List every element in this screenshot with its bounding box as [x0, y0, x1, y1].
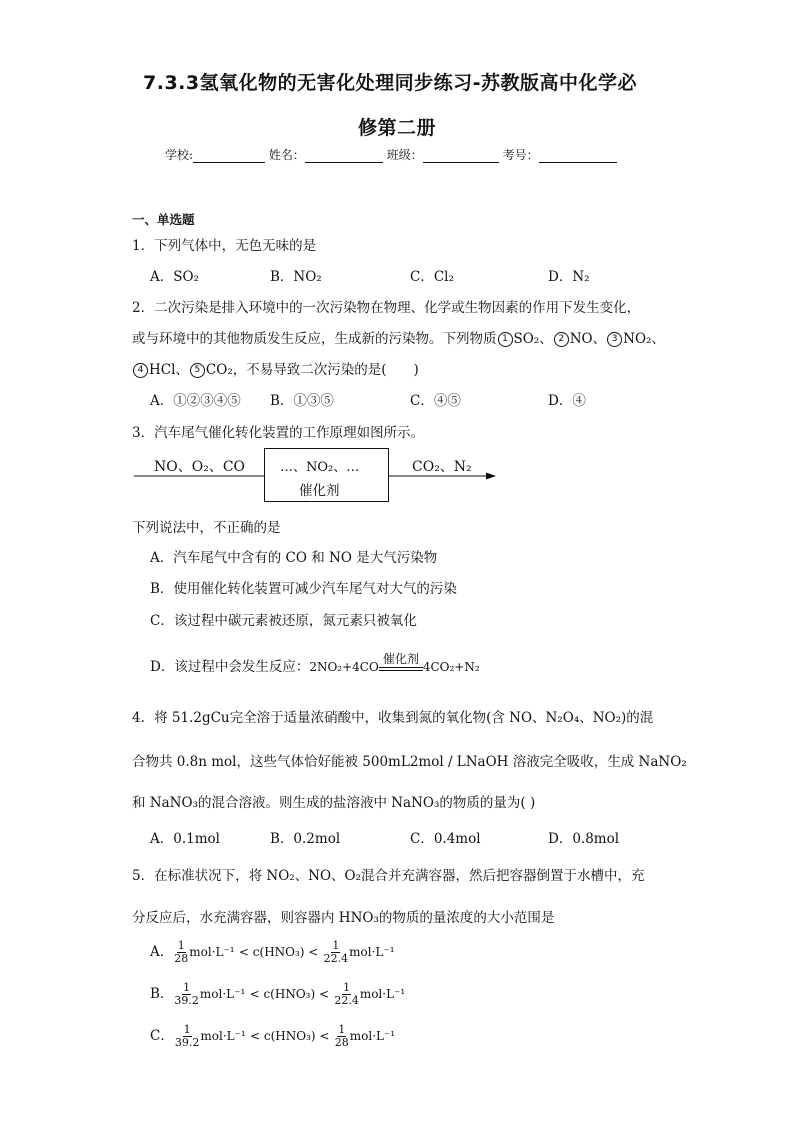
q3-option-a: A．汽车尾气中含有的 CO 和 NO 是大气污染物	[150, 550, 438, 566]
school-label: 学校:	[165, 148, 194, 162]
circled-number-4: 4	[133, 363, 148, 378]
q5-option-a	[150, 940, 395, 965]
circled-number-1: 1	[498, 332, 513, 347]
diagram-box-top: …、NO₂、…	[280, 460, 360, 475]
q3-option-b: B．使用催化转化装置可减少汽车尾气对大气的污染	[150, 581, 457, 597]
question-3-stem: 3．汽车尾气催化转化装置的工作原理如图所示。	[132, 425, 425, 441]
fraction-numerator: 1	[332, 939, 340, 952]
q1-option-d: D．N₂	[548, 269, 590, 285]
q4-option-d: D．0.8mol	[548, 831, 620, 847]
q5-option-b	[150, 982, 405, 1007]
q2-option-b-label: B．	[270, 393, 294, 409]
equation-double-line	[379, 667, 423, 671]
circled-number-3: 3	[607, 332, 622, 347]
q2-option-b	[270, 389, 334, 409]
concentration-expression: < c(HNO₃) <	[250, 1029, 330, 1043]
circled-number-5: 5	[190, 363, 205, 378]
fraction-upper	[334, 982, 359, 1007]
q2-option-a	[150, 389, 241, 409]
q2-option-a-label: A．	[150, 393, 174, 409]
circled-number-2: 2	[554, 332, 569, 347]
name-label: 姓名：	[268, 148, 305, 162]
question-4-stem-line2: 合物共 0.8n mol，这些气体恰好能被 500mL2mol / LNaOH 溶液完全吸收，生成 NaNO₂	[132, 754, 687, 770]
question-5-stem-line1: 5．在标准状况下，将 NO₂、NO、O₂混合并充满容器，然后把容器倒置于水槽中，充	[132, 868, 645, 884]
q5-option-c	[150, 1024, 395, 1049]
q2-item-4: HCl	[149, 362, 176, 378]
equation-reactants: 2NO₂+4CO	[309, 660, 379, 674]
fraction-numerator: 1	[343, 981, 351, 994]
q1-option-a: A．SO₂	[150, 269, 199, 285]
unit: mol·L⁻¹	[349, 1029, 396, 1043]
concentration-expression: < c(HNO₃) <	[249, 987, 330, 1001]
question-4-stem-line1: 4．将 51.2gCu完全溶于适量浓硝酸中，收集到氮的氧化物(含 NO、N₂O₄、NO₂)的混	[132, 710, 654, 726]
fraction-lower	[174, 982, 199, 1007]
question-1-stem: 1．下列气体中，无色无味的是	[132, 238, 317, 254]
q5-option-c-label: C．	[150, 1028, 174, 1044]
fraction-numerator: 1	[183, 1023, 191, 1036]
unit: mol·L⁻¹	[189, 945, 235, 959]
fraction-denominator: 39.2	[174, 994, 199, 1007]
question-4-stem-line3: 和 NaNO₃的混合溶液。则生成的盐溶液中 NaNO₃的物质的量为( )	[132, 795, 536, 811]
q2-item-2: NO	[569, 331, 593, 347]
q2-stem-text: 或与环境中的其他物质发生反应，生成新的污染物。下列物质	[132, 331, 497, 347]
fraction-lower	[175, 1024, 200, 1049]
q2-option-d-marks: ④	[572, 393, 586, 409]
q3-option-c: C．该过程中碳元素被还原，氮元素只被氧化	[150, 613, 417, 629]
diagram-box-bottom: 催化剂	[299, 483, 340, 499]
exam-number-label: 考号：	[502, 148, 539, 162]
q4-option-b: B．0.2mol	[270, 831, 341, 847]
diagram-input-label: NO、O₂、CO	[154, 459, 246, 475]
q1-option-c: C．Cl₂	[410, 269, 454, 285]
q5-option-a-label: A．	[150, 944, 174, 960]
q1-option-b: B．NO₂	[270, 269, 322, 285]
equation-condition: 催化剂	[382, 652, 419, 666]
class-label: 班级：	[386, 148, 423, 162]
fraction-denominator: 22.4	[323, 952, 349, 965]
exam-number-blank[interactable]	[539, 148, 617, 163]
equation-products: 4CO₂+N₂	[422, 660, 480, 674]
q4-option-c: C．0.4mol	[410, 831, 481, 847]
diagram-output-label: CO₂、N₂	[412, 459, 472, 475]
fraction-numerator: 1	[183, 981, 191, 994]
student-info-fields	[165, 146, 617, 163]
q2-stem-tail: ，不易导致二次污染的是( )	[232, 362, 419, 378]
page-title-line2: 修第二册	[358, 117, 437, 139]
arrow-head	[486, 473, 496, 480]
unit: mol·L⁻¹	[199, 987, 246, 1001]
fraction-upper	[324, 940, 349, 965]
q3-option-d	[150, 652, 480, 675]
concentration-expression: < c(HNO₃) <	[238, 945, 319, 959]
q2-option-d	[548, 389, 586, 409]
question-2-stem-line2: 或与环境中的其他物质发生反应，生成新的污染物。下列物质 1 SO₂、 2 NO、 3 NO₂、	[132, 331, 665, 347]
fraction-numerator: 1	[338, 1023, 346, 1036]
question-3-prompt: 下列说法中，不正确的是	[132, 520, 281, 536]
q2-item-3: NO₂	[623, 331, 652, 347]
q5-option-b-label: B．	[150, 986, 174, 1002]
q2-item-5: CO₂	[205, 362, 233, 378]
q2-option-b-marks: ①③⑤	[293, 393, 334, 409]
question-5-stem-line2: 分反应后，水充满容器，则容器内 HNO₃的物质的量浓度的大小范围是	[132, 910, 555, 926]
question-2-stem-line3: 4 HCl、 5 CO₂，不易导致二次污染的是( )	[132, 358, 419, 378]
page-title-line1: 7.3.3氢氧化物的无害化处理同步练习-苏教版高中化学必	[143, 72, 637, 94]
class-blank[interactable]	[423, 148, 499, 163]
school-blank[interactable]	[193, 148, 265, 163]
question-2-stem-line1: 2．二次污染是排入环境中的一次污染物在物理、化学或生物因素的作用下发生变化，	[132, 300, 641, 316]
fraction-denominator: 22.4	[334, 994, 359, 1007]
fraction-upper	[335, 1024, 349, 1049]
fraction-denominator: 28	[174, 952, 189, 965]
q2-option-c-marks: ④⑤	[433, 393, 461, 409]
q2-option-c-label: C．	[410, 393, 434, 409]
equation-arrow	[379, 652, 423, 671]
q2-option-a-marks: ①②③④⑤	[173, 393, 241, 409]
q4-option-a: A．0.1mol	[150, 831, 220, 847]
q2-option-c	[410, 389, 461, 409]
fraction-numerator: 1	[177, 939, 185, 952]
unit: mol·L⁻¹	[200, 1029, 246, 1043]
q2-item-1: SO₂	[513, 331, 540, 347]
section-title: 一、单选题	[132, 212, 195, 227]
name-blank[interactable]	[305, 148, 383, 163]
q3-option-d-label: D．该过程中会发生反应：	[150, 659, 310, 675]
fraction-denominator: 39.2	[174, 1036, 200, 1049]
fraction-denominator: 28	[334, 1036, 349, 1049]
fraction-lower	[174, 940, 188, 965]
q2-option-d-label: D．	[548, 393, 573, 409]
unit: mol·L⁻¹	[349, 945, 395, 959]
unit: mol·L⁻¹	[359, 987, 406, 1001]
